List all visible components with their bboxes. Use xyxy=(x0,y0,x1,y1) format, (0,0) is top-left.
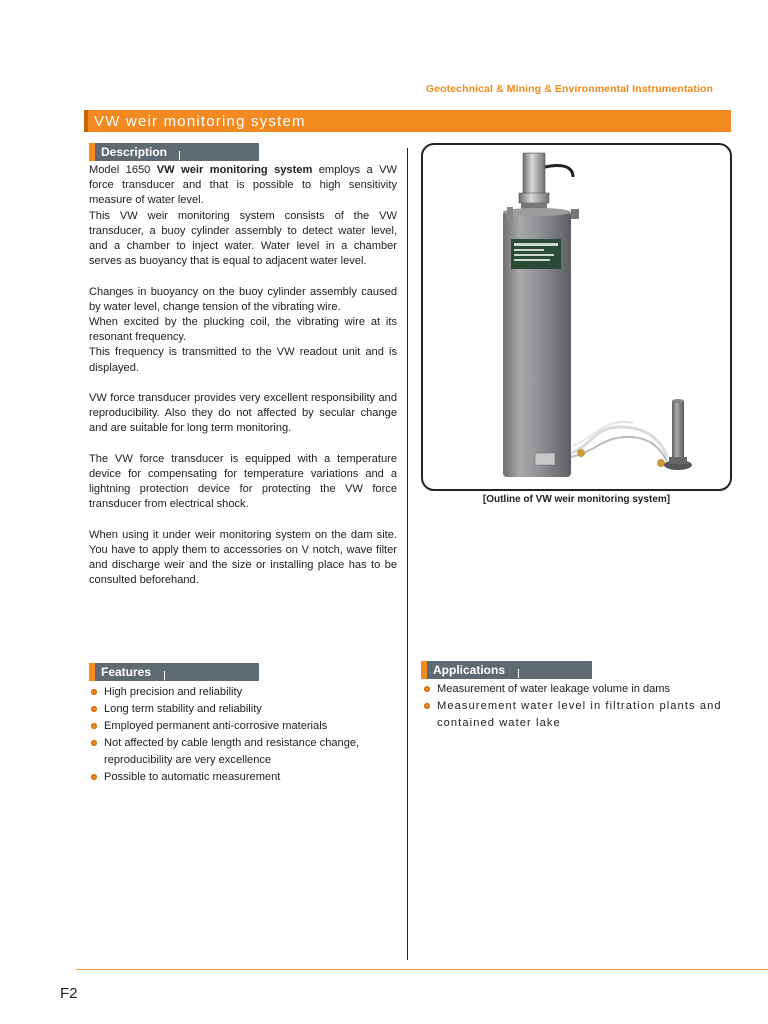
column-divider xyxy=(407,148,408,960)
applications-tab xyxy=(421,661,592,679)
product-photo xyxy=(423,145,730,489)
list-item: Measurement water level in filtration plants and contained water lake xyxy=(423,698,733,732)
footer-rule xyxy=(76,969,768,970)
desc-paragraph-5: When using it under weir monitoring system on the dam site. You have to apply them to accessories on V notch, wave filter and discharge weir and the size or installing place has to be consulted beforehand. xyxy=(89,528,397,587)
page-title: VW weir monitoring system xyxy=(94,113,306,130)
bullet-icon xyxy=(91,689,97,695)
applications-list xyxy=(423,681,733,732)
bullet-icon xyxy=(424,703,430,709)
description-tab xyxy=(89,143,259,161)
desc-paragraph-2: Changes in buoyancy on the buoy cylinder assembly caused by water level, change tension of the vibrating wire. xyxy=(89,285,397,313)
desc-paragraph-2b: When excited by the plucking coil, the vibrating wire at its resonant frequency. xyxy=(89,316,397,344)
desc-paragraph-4: The VW force transducer is equipped with a temperature device for compensating for temperature variations and a lightning protection device for protecting the VW force transducer from electrical shock. xyxy=(89,452,397,511)
intro-rest: employs a VW force transducer and that is possible to high sensitivity measure of water level. xyxy=(89,164,397,207)
product-photo-frame xyxy=(421,143,732,491)
list-item: Not affected by cable length and resistance change, reproducibility are very excellence xyxy=(90,735,395,769)
intro-model: Model 1650 xyxy=(89,164,157,176)
description-heading: Description xyxy=(101,145,168,159)
bullet-icon xyxy=(424,686,430,692)
bullet-icon xyxy=(91,723,97,729)
features-heading: Features xyxy=(101,665,152,679)
bullet-icon xyxy=(91,774,97,780)
photo-caption: [Outline of VW weir monitoring system] xyxy=(482,494,671,505)
header-tagline: Geotechnical & Mining & Environmental Instrumentation xyxy=(425,83,713,95)
desc-paragraph-1: This VW weir monitoring system consists of the VW transducer, a buoy cylinder assembly to detect water level, and a chamber to inject water. Water level in a chamber serves as buoyancy that is equal to adjacent water level. xyxy=(89,209,397,268)
desc-paragraph-3: VW force transducer provides very excellent responsibility and reproducibility. Also they do not affected by secular change and are suitable for long term monitoring. xyxy=(89,392,397,435)
applications-heading: Applications xyxy=(433,663,506,677)
bullet-icon xyxy=(91,740,97,746)
list-item: Employed permanent anti-corrosive materials xyxy=(90,718,395,735)
page-number: F2 xyxy=(60,985,78,1002)
features-list xyxy=(90,684,395,786)
desc-paragraph-2c: This frequency is transmitted to the VW readout unit and is displayed. xyxy=(89,346,397,374)
list-item: Long term stability and reliability xyxy=(90,701,395,718)
intro-product-name: VW weir monitoring system xyxy=(156,164,313,176)
list-item: Possible to automatic measurement xyxy=(90,769,395,786)
features-tab xyxy=(89,663,259,681)
list-item: High precision and reliability xyxy=(90,684,395,701)
bullet-icon xyxy=(91,706,97,712)
title-bar xyxy=(84,110,731,132)
description-body xyxy=(89,163,397,589)
list-item: Measurement of water leakage volume in dams xyxy=(423,681,733,698)
